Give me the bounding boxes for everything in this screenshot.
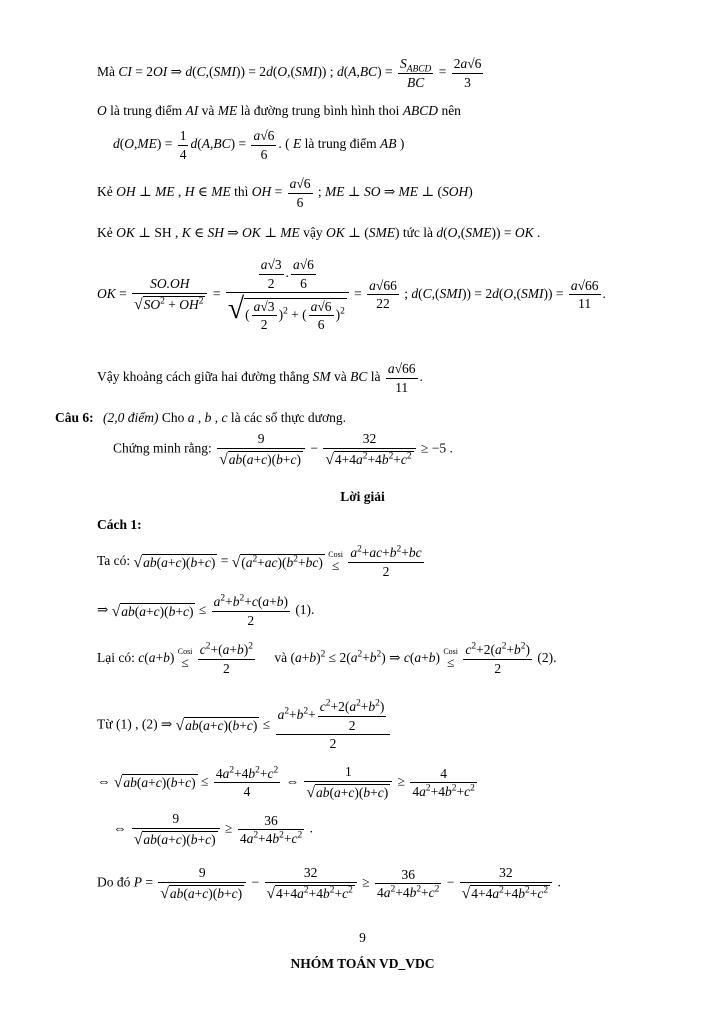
line-oh-perp-me: Kẻ OH ⊥ ME , H ∈ ME thì OH = $\frac{a√6}{6}$ ; ME ⊥ SO ⇒ ME ⊥ (SOH): [97, 176, 473, 210]
line-ta-co: Ta có: $√ab(a+c)(b+c) = √(a^2+ac)(b^2+bc)$ Cosi ≤ $\frac{a^2+ac+b^2+bc}{2}$: [97, 544, 422, 579]
line-do-do-p: Do đó P = $\frac{9}{√ab(a+c)(b+c)}$ − $\frac{32}{√4+4a^2+4b^2+c^2}$ ≥ $\frac{36}{4a^2+4b^2+c^2}$ − $\frac{32}{√4+4a^2+4b^2+c^2}$ .: [97, 865, 561, 902]
question-6-header: Câu 6: (2,0 điểm) Cho a , b , c là các số thực dương.: [55, 410, 347, 425]
line-lai-co: Lại có: c(a+b) Cosi ≤ $\frac{c^2+(a+b)^2}{2}$ và $(a+b)^2 \le 2(a^2+b^2)$ ⇒ c(a+b) Cosi ≤ $\frac{c^2+2(a^2+b^2)}{2}$ (2).: [97, 641, 557, 676]
line-conclusion-distance: Vậy khoảng cách giữa hai đường thẳng SM và BC là $\frac{a√66}{11}$ .: [97, 361, 423, 395]
question-points: (2,0 điểm): [103, 410, 159, 425]
line-d-o-me: d(O,ME) = $\frac{1}{4}$ d(A,BC) = $\frac{a√6}{6}$ . ( E là trung điểm AB ): [113, 128, 405, 162]
line-ci-equals-2oi: Mà CI = 2OI ⇒ d(C,(SMI)) = 2d(O,(SMI)) ; d(A,BC) = $\frac{S_{ABCD}}{BC}$ = $\frac{2a√6}{3}$: [97, 56, 482, 90]
line-equiv-2: ⇔ $\frac{9}{√ab(a+c)(b+c)}$ ≥ $\frac{36}{4a^2+4b^2+c^2}$ .: [113, 811, 313, 848]
line-o-midpoint: O là trung điểm AI và ME là đường trung bình hình thoi ABCD nên: [97, 103, 461, 118]
line-tu-1-2: Từ (1) , (2) ⇒ √ab(a+c)(b+c) ≤ $a^2+b^2+$ $\frac{c^2+2(a^2+b^2)}{2}$ 2: [97, 700, 392, 751]
line-equiv-1: ⇔ √ab(a+c)(b+c) ≤ $\frac{4a^2+4b^2+c^2}{4}$ ⇔ $\frac{1}{√ab(a+c)(b+c)}$ ≥ $\frac{4}{4a^2+4b^2+c^2}$: [97, 764, 475, 801]
line-ok-perp-sh: Kẻ OK ⊥ SH , K ∈ SH ⇒ OK ⊥ ME vậy OK ⊥ (SME) tức là d(O,(SME)) = OK .: [97, 225, 541, 240]
line-eq-1: ⇒ √ab(a+c)(b+c) ≤ $\frac{a^2+b^2+c(a+b)}{2}$ (1).: [97, 593, 315, 628]
method-label: Cách 1:: [97, 517, 142, 532]
question-label: Câu 6:: [55, 410, 94, 425]
question-6-inequality: Chứng minh rằng: $\frac{9}{√ab(a+c)(b+c)}$ − $\frac{32}{√4+4a^2+4b^2+c^2}$ ≥ −5 .: [113, 431, 453, 468]
line-ok-formula: OK = $\frac{SO.OH}{√SO^2 + OH^2}$ = $\frac{a√3}{2}$ . $\frac{a√6}{6}$ √( $\frac{a√3}{2}$ )$^2$ + ( $\frac{a√6}{6}$ )$^2$ = $\frac{a√66}{22}$ ; d(C,(SMI)) = 2d(O,(SMI)) = $\frac{a√66}{11}$ .: [97, 257, 606, 333]
page-footer: NHÓM TOÁN VD_VDC: [290, 956, 435, 971]
page-number: 9: [359, 930, 366, 945]
solution-title: Lời giải: [340, 489, 385, 504]
